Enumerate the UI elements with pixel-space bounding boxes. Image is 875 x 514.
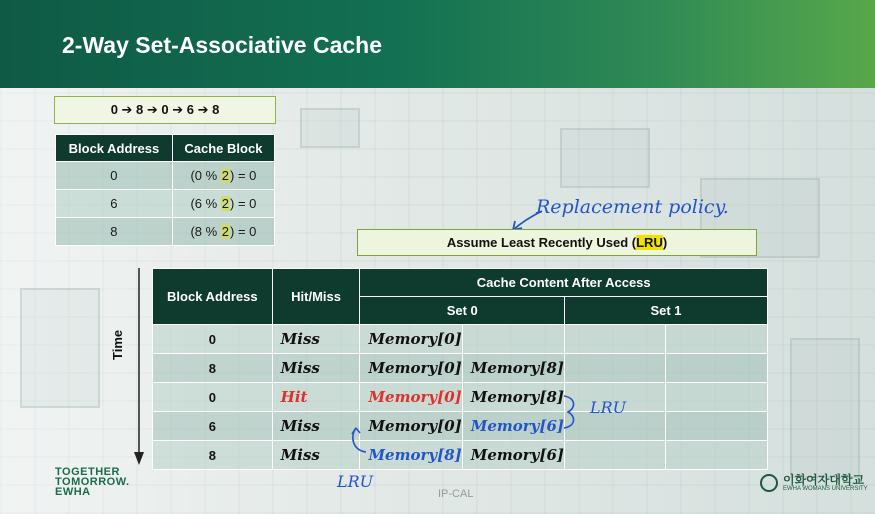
formula-prefix: (8 % (190, 224, 221, 239)
access-header-row (153, 269, 768, 297)
set0-way1-cell (462, 325, 564, 354)
hit-miss-cell: Miss (272, 325, 360, 354)
header-set-1: Set 1 (565, 297, 768, 325)
set0-way0-cell: Memory[0] (360, 354, 462, 383)
logo-line-3: EWHA (55, 486, 91, 498)
set1-way0-cell (565, 325, 666, 354)
university-text (783, 474, 868, 492)
replacement-policy-annotation: Replacement policy. (536, 196, 729, 218)
access-sequence: 0 ➔ 8 ➔ 0 ➔ 6 ➔ 8 (54, 96, 276, 124)
lru-brace-icon (560, 392, 590, 432)
block-address-cell: 6 (56, 190, 173, 218)
slide-header (0, 0, 875, 88)
block-address-cell: 0 (56, 162, 173, 190)
university-logo (760, 474, 868, 492)
set0-way1-cell: Memory[6] (462, 441, 564, 470)
table-row (153, 354, 768, 383)
set0-way0-cell: Memory[0] (360, 383, 462, 412)
formula-prefix: (6 % (190, 196, 221, 211)
formula-suffix: ) = 0 (230, 224, 257, 239)
modulus-highlight: 2 (221, 168, 230, 183)
formula-suffix: ) = 0 (230, 168, 257, 183)
block-address-cell: 0 (153, 325, 273, 354)
header-set-0: Set 0 (360, 297, 565, 325)
set1-way1-cell (666, 383, 768, 412)
formula-prefix: (0 % (190, 168, 221, 183)
table-row (56, 190, 275, 218)
footer-center-label: IP-CAL (438, 488, 474, 500)
set0-way0-cell: Memory[0] (360, 412, 462, 441)
hit-miss-cell: Hit (272, 383, 360, 412)
slide-title: 2-Way Set-Associative Cache (62, 32, 383, 58)
cache-block-cell (172, 162, 274, 190)
set1-way0-cell (565, 441, 666, 470)
table-row (153, 383, 768, 412)
lru-curve-arrow-icon (346, 420, 370, 456)
block-address-cell: 8 (153, 354, 273, 383)
hit-miss-cell: Miss (272, 354, 360, 383)
header-block-address: Block Address (56, 135, 173, 162)
modulus-highlight: 2 (221, 224, 230, 239)
header-cache-content: Cache Content After Access (360, 269, 768, 297)
set1-way0-cell (565, 354, 666, 383)
lru-assumption-box (357, 229, 757, 256)
block-address-cell: 0 (153, 383, 273, 412)
table-row (56, 218, 275, 246)
mapping-table (55, 134, 275, 246)
set0-way1-cell: Memory[8] (462, 354, 564, 383)
modulus-highlight: 2 (221, 196, 230, 211)
header-hit-miss: Hit/Miss (272, 269, 360, 325)
table-row (153, 412, 768, 441)
together-tomorrow-logo (55, 467, 130, 497)
table-row (153, 441, 768, 470)
block-address-cell: 8 (56, 218, 173, 246)
time-axis-label: Time (110, 329, 125, 360)
logo-line-1: TOGETHER (55, 466, 120, 478)
header-cache-block: Cache Block (172, 135, 274, 162)
lru-highlight: LRU (636, 235, 663, 250)
set1-way1-cell (666, 441, 768, 470)
block-address-cell: 6 (153, 412, 273, 441)
policy-prefix: Assume Least Recently Used ( (446, 235, 637, 250)
university-name: 이화여자대학교 (783, 473, 865, 487)
table-row (153, 325, 768, 354)
logo-line-2: TOMORROW. (55, 476, 130, 488)
set1-way1-cell (666, 325, 768, 354)
block-address-cell: 8 (153, 441, 273, 470)
lru-bottom-annotation: LRU (337, 472, 374, 491)
policy-suffix: ) (662, 235, 668, 250)
lru-right-annotation: LRU (590, 398, 627, 417)
table-row (56, 162, 275, 190)
hit-miss-cell: Miss (272, 412, 360, 441)
set1-way1-cell (666, 412, 768, 441)
set0-way1-cell: Memory[8] (462, 383, 564, 412)
set0-way0-cell: Memory[8] (360, 441, 462, 470)
header-block-address: Block Address (153, 269, 273, 325)
university-seal-icon (760, 474, 778, 492)
set0-way1-cell: Memory[6] (462, 412, 564, 441)
access-table (152, 268, 768, 470)
cache-block-cell (172, 190, 274, 218)
formula-suffix: ) = 0 (230, 196, 257, 211)
set0-way0-cell: Memory[0] (360, 325, 462, 354)
mapping-header-row (56, 135, 275, 162)
time-arrow-icon (133, 268, 145, 468)
cache-block-cell (172, 218, 274, 246)
set1-way1-cell (666, 354, 768, 383)
hit-miss-cell: Miss (272, 441, 360, 470)
university-name-en: EWHA WOMANS UNIVERSITY (783, 486, 868, 492)
